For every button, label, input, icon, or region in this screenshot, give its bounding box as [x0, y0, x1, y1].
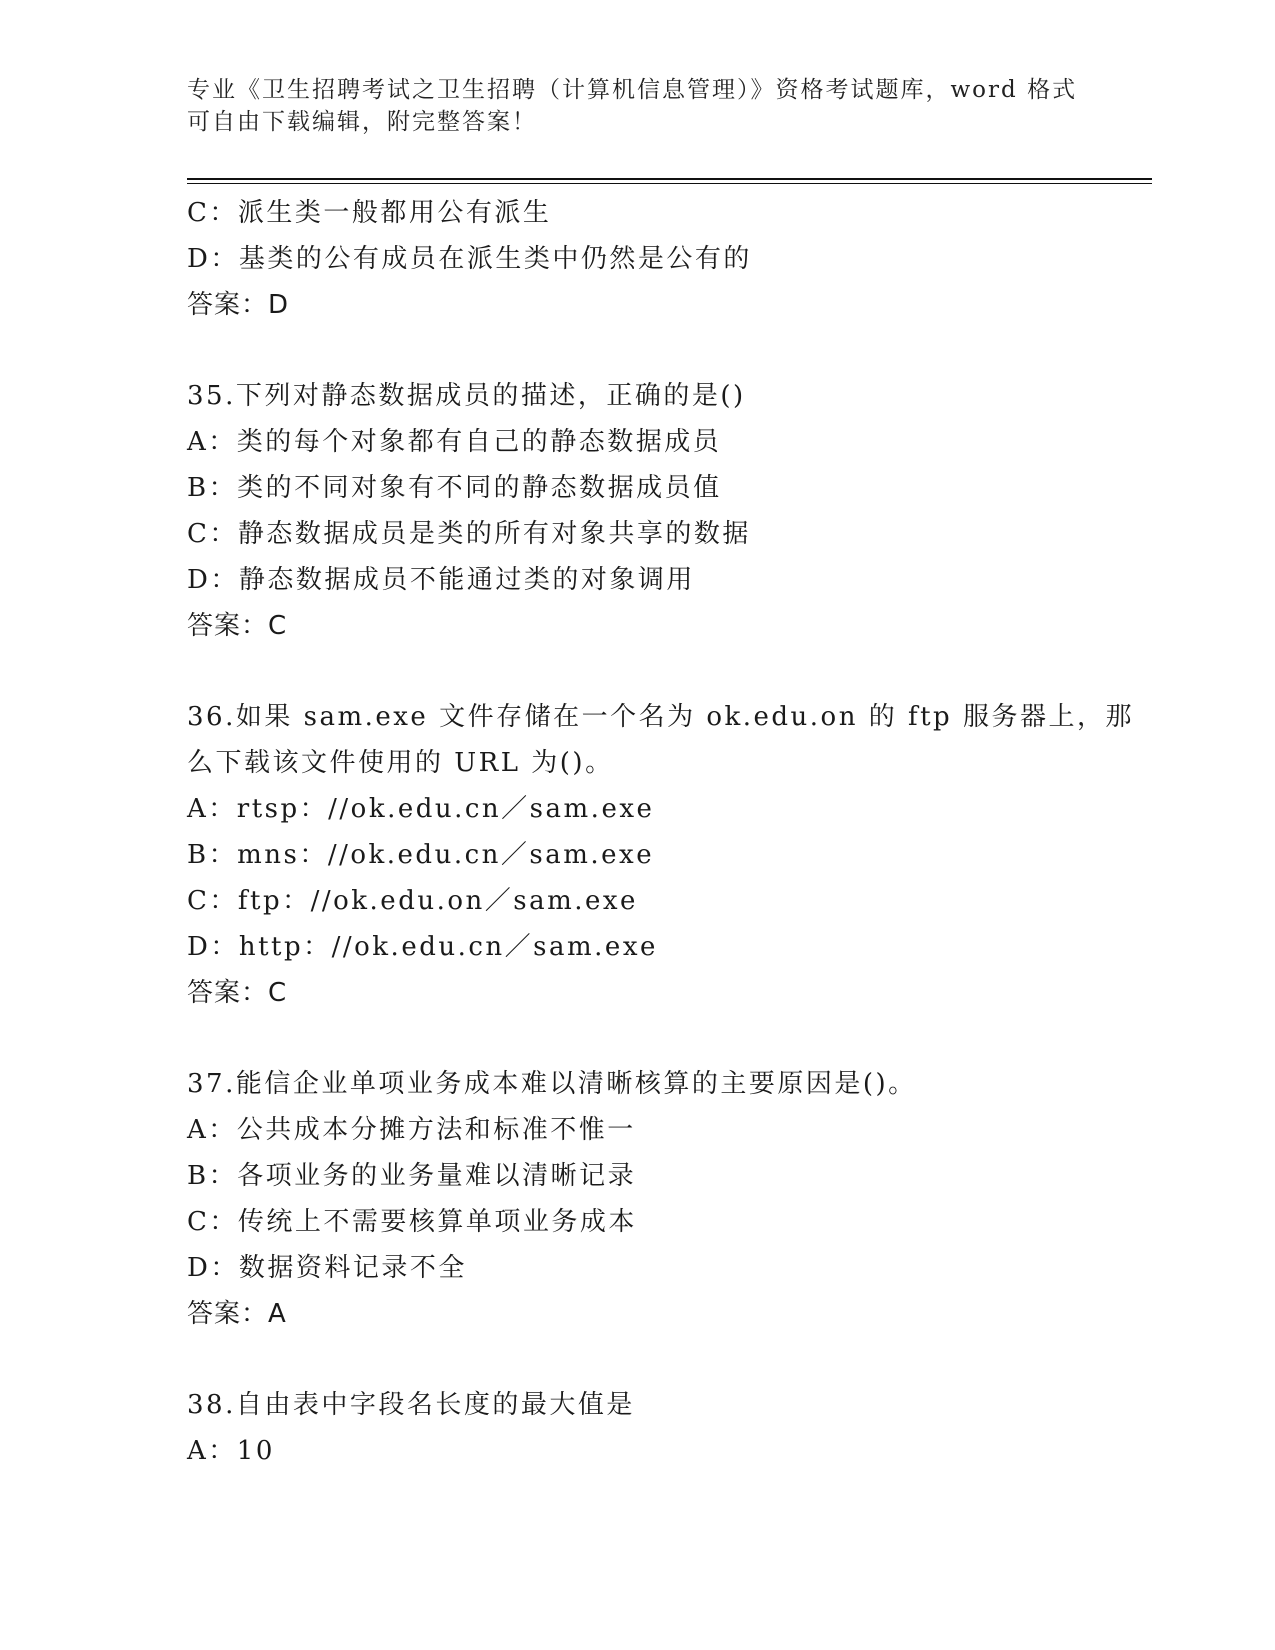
answer-line: 答案：D — [187, 290, 290, 320]
header-rule-thick — [187, 178, 1152, 180]
option-line: D：基类的公有成员在派生类中仍然是公有的 — [187, 244, 752, 274]
option-line: C：静态数据成员是类的所有对象共享的数据 — [187, 519, 751, 549]
option-line: D：http：//ok.edu.cn／sam.exe — [187, 932, 658, 962]
question-block — [187, 1382, 1147, 1474]
question-stem: 37.能信企业单项业务成本难以清晰核算的主要原因是()。 — [187, 1069, 917, 1099]
question-block — [187, 694, 1147, 1016]
header-rule-thin — [187, 183, 1152, 184]
answer-line: 答案：A — [187, 1299, 287, 1329]
option-line: D：静态数据成员不能通过类的对象调用 — [187, 565, 695, 595]
question-block — [187, 190, 1147, 328]
question-block — [187, 1061, 1147, 1337]
option-line: C：ftp：//ok.edu.on／sam.exe — [187, 886, 638, 916]
answer-line: 答案：C — [187, 611, 288, 641]
header-line-2: 可自由下载编辑，附完整答案！ — [187, 109, 537, 135]
question-stem: 36.如果 sam.exe 文件存储在一个名为 ok.edu.on 的 ftp 服务器上，那 — [187, 702, 1134, 732]
question-stem: 38.自由表中字段名长度的最大值是 — [187, 1390, 635, 1420]
option-line: D：数据资料记录不全 — [187, 1253, 467, 1283]
question-block — [187, 373, 1147, 649]
option-line: C：传统上不需要核算单项业务成本 — [187, 1207, 637, 1237]
option-line: B：各项业务的业务量难以清晰记录 — [187, 1161, 637, 1191]
option-line: A：公共成本分摊方法和标准不惟一 — [187, 1115, 636, 1145]
option-line: A：类的每个对象都有自己的静态数据成员 — [187, 427, 722, 457]
option-line: C：派生类一般都用公有派生 — [187, 198, 552, 228]
header-line-1: 专业《卫生招聘考试之卫生招聘（计算机信息管理）》资格考试题库，word 格式 — [187, 77, 1078, 103]
question-stem-continued: 么下载该文件使用的 URL 为()。 — [187, 748, 614, 778]
option-line: A：10 — [187, 1436, 275, 1466]
question-stem: 35.下列对静态数据成员的描述，正确的是() — [187, 381, 746, 411]
option-line: A：rtsp：//ok.edu.cn／sam.exe — [187, 794, 655, 824]
option-line: B：mns：//ok.edu.cn／sam.exe — [187, 840, 655, 870]
document-header — [187, 74, 1077, 138]
answer-line: 答案：C — [187, 978, 288, 1008]
question-content — [187, 190, 1147, 1474]
option-line: B：类的不同对象有不同的静态数据成员值 — [187, 473, 722, 503]
